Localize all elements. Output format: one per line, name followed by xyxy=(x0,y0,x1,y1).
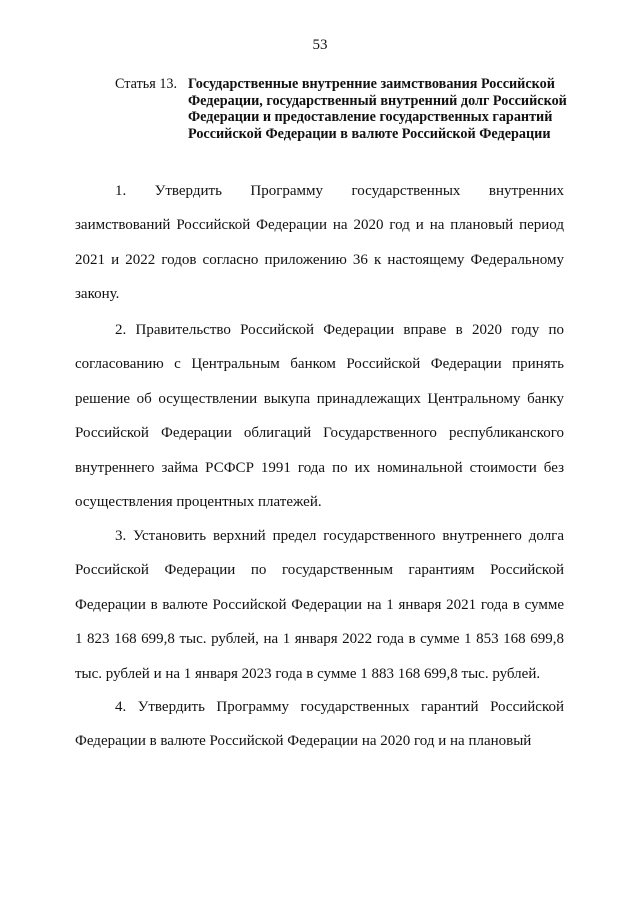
paragraph-2: 2. Правительство Российской Федерации вправе в 2020 году по согласованию с Центральным банком Российской Федерации принять решение об осуществлении выкупа принадлежащих Центральному банку Российской Федерации облигаций Государственного республиканского внутреннего займа РСФСР 1991 года по их номинальной стоимости без осуществления процентных платежей. xyxy=(75,322,564,511)
paragraph-4: 4. Утвердить Программу государственных гарантий Российской Федерации в валюте Российской Федерации на 2020 год и на плановый xyxy=(75,699,564,750)
paragraph-3: 3. Установить верхний предел государственного внутреннего долга Российской Федерации по государственным гарантиям Российской Федерации в валюте Российской Федерации на 1 января 2021 года в сумме 1 823 168 699,8 тыс. рублей, на 1 января 2022 года в сумме 1 853 168 699,8 тыс. рублей и на 1 января 2023 года в сумме 1 883 168 699,8 тыс. рублей. xyxy=(75,528,564,682)
article-title: Государственные внутренние заимствования Российской Федерации, государственный внутренний долг Российской Федерации и предоставление государственных гарантий Российской Федерации в валюте Российской Федерации xyxy=(188,76,567,142)
page-number: 53 xyxy=(312,37,328,53)
paragraph-1: 1. Утвердить Программу государственных внутренних заимствований Российской Федерации на 2020 год и на плановый период 2021 и 2022 годов согласно приложению 36 к настоящему Федеральному закону. xyxy=(75,183,564,303)
article-label: Статья 13. xyxy=(115,76,178,92)
